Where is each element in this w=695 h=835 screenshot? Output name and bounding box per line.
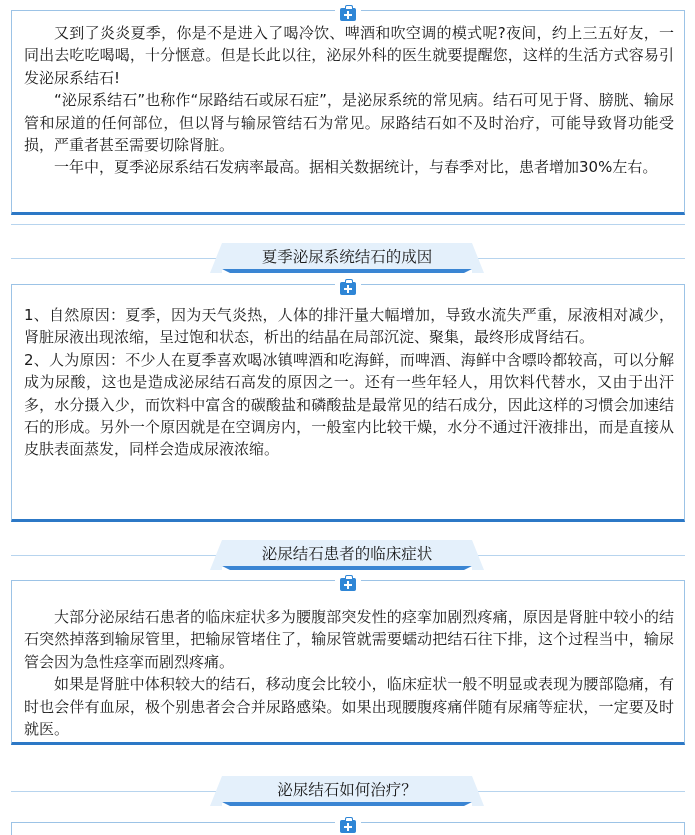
intro-text xyxy=(24,22,674,179)
section-title xyxy=(222,540,472,570)
medical-kit-icon xyxy=(340,820,356,833)
intro-paragraph: “泌尿系结石”也称作“尿路结石或尿石症”，是泌尿系统的常见病。结石可见于肾、膀胱、输尿管和尿道的任何部位，但以肾与输尿管结石为常见。尿路结石如不及时治疗，可能导致肾功能受损，严重者甚至需要切除肾脏。 xyxy=(24,91,674,155)
symptoms-paragraph: 大部分泌尿结石患者的临床症状多为腰腹部突发性的痉挛加剧烈疼痛，原因是肾脏中较小的结石突然掉落到输尿管里，把输尿管堵住了，输尿管就需要蠕动把结石往下排，这个过程当中，输尿管会因为急性痉挛而剧烈疼痛。 xyxy=(24,608,674,671)
symptoms-paragraph: 如果是肾脏中体积较大的结石，移动度会比较小，临床症状一般不明显或表现为腰部隐痛，有时也会伴有血尿，极个别患者会合并尿路感染。如果出现腰腹疼痛伴随有尿痛等症状，一定要及时就医。 xyxy=(24,675,674,739)
treatment-box xyxy=(11,822,685,835)
section-title-text: 夏季泌尿系统结石的成因 xyxy=(261,248,433,266)
section-title xyxy=(222,776,472,806)
section-title xyxy=(222,243,472,273)
section-title-text: 泌尿结石如何治疗？ xyxy=(277,781,417,799)
section-title-text: 泌尿结石患者的临床症状 xyxy=(261,545,433,563)
causes-text xyxy=(24,304,674,461)
medical-kit-icon xyxy=(340,8,356,21)
medical-kit-icon xyxy=(340,282,356,295)
symptoms-text xyxy=(24,606,674,740)
medical-kit-icon xyxy=(340,578,356,591)
section-header xyxy=(0,776,695,806)
divider xyxy=(11,224,685,225)
section-header xyxy=(0,243,695,273)
intro-paragraph: 又到了炎炎夏季，你是不是进入了喝冷饮、啤酒和吹空调的模式呢?夜间，约上三五好友，一同出去吃吃喝喝，十分惬意。但是长此以往，泌尿外科的医生就要提醒您，这样的生活方式容易引发泌尿系结石! xyxy=(24,24,674,87)
intro-paragraph: 一年中，夏季泌尿系结石发病率最高。据相关数据统计，与春季对比，患者增加30%左右。 xyxy=(54,158,658,177)
causes-paragraph: 1、自然原因：夏季，因为天气炎热，人体的排汗量大幅增加，导致水流失严重，尿液相对减少，肾脏尿液出现浓缩，呈过饱和状态，析出的结晶在局部沉淀、聚集，最终形成肾结石。 xyxy=(24,306,674,347)
causes-paragraph: 2、人为原因：不少人在夏季喜欢喝冰镇啤酒和吃海鲜，而啤酒、海鲜中含嘌呤都较高，可以分解成为尿酸，这也是造成泌尿结石高发的原因之一。还有一些年轻人，用饮料代替水，又由于出汗多，水分摄入少，而饮料中富含的碳酸盐和磷酸盐是最常见的结石成分，因此这样的习惯会加速结石的形成。另外一个原因就是在空调房内，一般室内比较干燥，水分不通过汗液排出，而是直接从皮肤表面蒸发，同样会造成尿液浓缩。 xyxy=(24,350,674,459)
section-header xyxy=(0,540,695,570)
